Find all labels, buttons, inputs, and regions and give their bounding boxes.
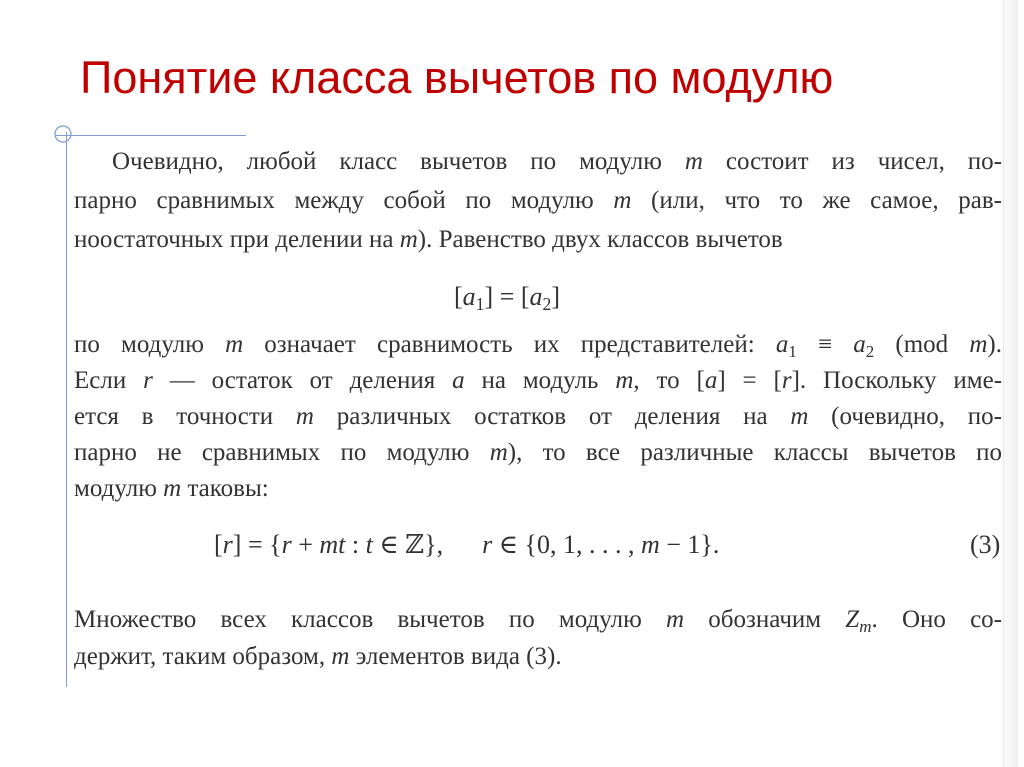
bracket: [ <box>520 282 530 311</box>
math-var: m <box>331 643 350 670</box>
math-var: r <box>781 367 792 394</box>
p1-line-1 <box>112 145 1002 179</box>
congruence-sign: ≡ <box>796 331 854 358</box>
math-var: m <box>640 530 660 559</box>
text: Если <box>74 367 144 394</box>
p1-line-3 <box>74 223 783 257</box>
equals-sign: = <box>493 282 521 311</box>
text: держит, таким образом, <box>74 643 332 670</box>
p3-line-1 <box>74 603 1002 637</box>
bracket: ] <box>551 282 561 311</box>
horizontal-margin-rule <box>56 135 246 136</box>
math-var: m <box>613 187 632 214</box>
text: — остаток от деления <box>152 367 453 394</box>
math-var: Z <box>845 606 860 633</box>
math-var: a <box>853 331 866 358</box>
text: по модулю <box>74 331 226 358</box>
slide-right-frame <box>1003 0 1018 767</box>
math-var: a <box>462 282 476 311</box>
text: означает сравнимость их представителей: <box>243 331 776 358</box>
text: различных остатков от деления на <box>313 403 791 430</box>
math-symbol: − 1}. <box>659 530 720 559</box>
subscript: 2 <box>865 342 875 362</box>
p2-line-2 <box>74 364 1002 398</box>
math-symbol: }, <box>424 530 483 559</box>
subscript: 2 <box>542 294 552 315</box>
slide-title: Понятие класса вычетов по модулю <box>80 52 834 103</box>
text: обозначим <box>684 606 846 633</box>
math-var: m <box>615 367 634 394</box>
math-symbol: + <box>291 530 320 559</box>
math-symbol: ∈ <box>372 530 406 559</box>
math-var: r <box>281 530 292 559</box>
math-var: r <box>222 530 233 559</box>
text: ]. Поскольку име- <box>791 367 1003 394</box>
text: ). Равенство двух классов вычетов <box>417 226 783 253</box>
subscript: m <box>859 617 872 637</box>
p2-line-1 <box>74 328 1002 362</box>
crop-mark-icon <box>52 123 74 145</box>
math-var: m <box>163 475 182 502</box>
math-var: m <box>665 606 685 633</box>
formula-class-equality <box>454 280 560 316</box>
p1-line-2 <box>74 184 1002 218</box>
math-var: m <box>399 226 418 253</box>
text: ноостаточных при делении на <box>74 226 400 253</box>
p3-line-2 <box>74 640 562 674</box>
text: (очевидно, по- <box>808 403 1002 430</box>
math-var: a <box>452 367 465 394</box>
text: элементов вида (3). <box>349 643 562 670</box>
text: состоит из чисел, по- <box>702 148 1002 175</box>
text: модулю <box>74 475 164 502</box>
math-symbol: ∈ {0, 1, . . . , <box>492 530 641 559</box>
subscript: 1 <box>475 294 485 315</box>
text: . Оно со- <box>871 606 1002 633</box>
math-var: m <box>225 331 244 358</box>
math-var: a <box>704 367 718 394</box>
text: парно не сравнимых по модулю <box>74 439 490 466</box>
math-var: m <box>295 403 314 430</box>
p2-line-4 <box>74 436 1002 470</box>
math-symbol: : <box>345 530 366 559</box>
text: Очевидно, любой класс вычетов по модулю <box>112 148 685 175</box>
integers-symbol: ℤ <box>405 530 425 560</box>
vertical-margin-rule <box>66 132 67 687</box>
text: парно сравнимых между собой по модулю <box>74 187 614 214</box>
text: ] = [ <box>717 367 782 394</box>
text: , то [ <box>633 367 705 394</box>
formula-residue-classes <box>214 528 1004 562</box>
math-var: mt <box>319 530 346 559</box>
math-var: m <box>969 331 988 358</box>
text: ется в точности <box>74 403 296 430</box>
text: ), то все различные классы вычетов по <box>507 439 1003 466</box>
p2-line-5 <box>74 472 269 506</box>
equation-number: (3) <box>970 530 1001 559</box>
text: Множество всех классов вычетов по модулю <box>74 606 666 633</box>
math-var: r <box>143 367 153 394</box>
math-var: r <box>482 530 493 559</box>
subscript: 1 <box>788 342 797 362</box>
text: ). <box>987 331 1002 358</box>
bracket: [ <box>454 282 463 311</box>
text: на модуль <box>464 367 616 394</box>
math-symbol: ] = { <box>232 530 282 559</box>
text: (mod <box>874 331 970 358</box>
math-symbol: [ <box>214 530 223 559</box>
text: (или, что то же самое, рав- <box>631 187 1002 214</box>
math-var: m <box>790 403 809 430</box>
math-var: m <box>489 439 508 466</box>
math-var: a <box>775 331 789 358</box>
math-var: a <box>529 282 543 311</box>
text: таковы: <box>181 475 269 502</box>
p2-line-3 <box>74 400 1002 434</box>
math-var: m <box>684 148 703 175</box>
bracket: ] <box>484 282 494 311</box>
math-var: t <box>365 530 373 559</box>
